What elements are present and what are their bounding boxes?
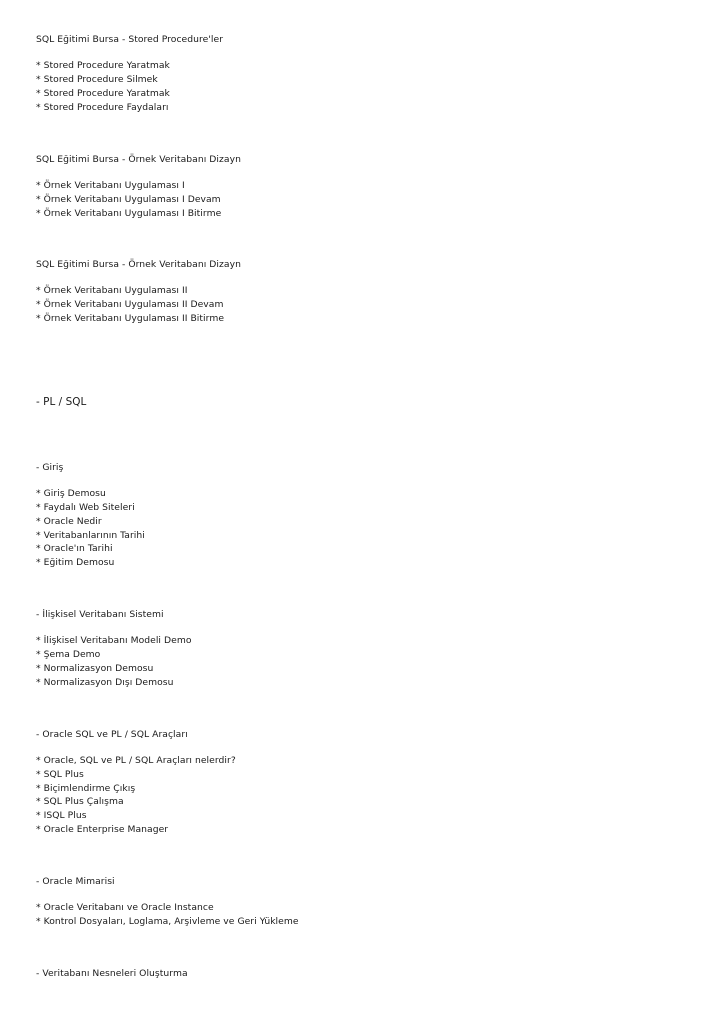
list-item: * SQL Plus	[36, 769, 84, 780]
section-heading: - Veritabanı Nesneleri Oluşturma	[36, 968, 188, 979]
list-item: * Stored Procedure Faydaları	[36, 102, 169, 113]
list-item: * Örnek Veritabanı Uygulaması I Devam	[36, 194, 221, 205]
section-heading: SQL Eğitimi Bursa - Örnek Veritabanı Dizayn	[36, 259, 241, 270]
section-heading: - Oracle Mimarisi	[36, 876, 115, 887]
list-item: * Stored Procedure Yaratmak	[36, 60, 170, 71]
section-heading: SQL Eğitimi Bursa - Stored Procedure'ler	[36, 34, 224, 45]
list-item: * Oracle Veritabanı ve Oracle Instance	[36, 902, 214, 913]
list-item: * Faydalı Web Siteleri	[36, 502, 135, 513]
list-item: * Eğitim Demosu	[36, 557, 115, 568]
list-item: * Örnek Veritabanı Uygulaması I	[36, 180, 185, 191]
section-heading: - İlişkisel Veritabanı Sistemi	[36, 609, 164, 620]
list-item: * Örnek Veritabanı Uygulaması II	[36, 285, 188, 296]
section-heading: SQL Eğitimi Bursa - Örnek Veritabanı Dizayn	[36, 154, 241, 165]
list-item: * SQL Plus Çalışma	[36, 796, 124, 807]
section-heading: - Oracle SQL ve PL / SQL Araçları	[36, 729, 188, 740]
list-item: * Oracle'ın Tarihi	[36, 543, 113, 554]
list-item: * Veritabanlarının Tarihi	[36, 530, 145, 541]
list-item: * Kontrol Dosyaları, Loglama, Arşivleme ve Geri Yükleme	[36, 916, 299, 927]
list-item: * Giriş Demosu	[36, 488, 106, 499]
list-item: * Örnek Veritabanı Uygulaması II Bitirme	[36, 313, 225, 324]
chapter-heading: - PL / SQL	[36, 396, 87, 408]
list-item: * Oracle Enterprise Manager	[36, 824, 169, 835]
list-item: * Şema Demo	[36, 649, 101, 660]
list-item: * İlişkisel Veritabanı Modeli Demo	[36, 635, 192, 646]
list-item: * Örnek Veritabanı Uygulaması I Bitirme	[36, 208, 222, 219]
list-item: * Oracle, SQL ve PL / SQL Araçları nelerdir?	[36, 755, 236, 766]
list-item: * ISQL Plus	[36, 810, 87, 821]
list-item: * Stored Procedure Yaratmak	[36, 88, 170, 99]
list-item: * Normalizasyon Demosu	[36, 663, 154, 674]
list-item: * Normalizasyon Dışı Demosu	[36, 677, 174, 688]
list-item: * Örnek Veritabanı Uygulaması II Devam	[36, 299, 224, 310]
list-item: * Oracle Nedir	[36, 516, 102, 527]
list-item: * Biçimlendirme Çıkış	[36, 783, 136, 794]
section-heading: - Giriş	[36, 462, 64, 473]
list-item: * Stored Procedure Silmek	[36, 74, 158, 85]
